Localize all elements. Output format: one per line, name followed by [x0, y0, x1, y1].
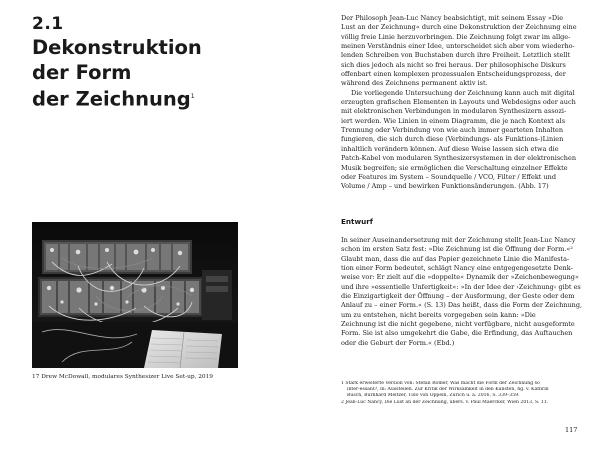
text-line: meinen Verständnis einer Idee, unterscheidet sich aber vom wiederho-: [341, 42, 575, 51]
text-line: Anlauf zu – einer Form.« (S. 13) Das heißt, dass die Form der Zeichnung,: [341, 301, 583, 310]
footnote-line: 1 Stark erweiterte Version von: Stefan Römer, Was macht die Form der Zeichnung so: [341, 381, 540, 386]
text-line: inhaltlich verändern können. Auf diese Weise lassen sich etwa die: [341, 144, 559, 153]
text-line: und ihre »essentielle Unfertigkeit«: »In der Idee der ›Zeichnung‹ gibt es: [341, 282, 581, 291]
chapter-title-line: [32, 85, 272, 112]
body-text: [341, 14, 585, 192]
text-line: Musik begreifen; sie ermöglichen die Verschaltung einzelner Effekte: [341, 163, 568, 172]
text-line: tion einer Form bedeutet, schlägt Nancy eine entgegengesetzte Denk-: [341, 264, 573, 273]
text-line: Trennung oder Verbindung von wie auch immer gearteten Inhalten: [341, 126, 564, 135]
text-line: In seiner Auseinandersetzung mit der Zeichnung stellt Jean-Luc Nancy: [341, 236, 576, 244]
footnote-line: inter-essant?, in: Ausstellen. Zur Kritik der Wirksamkeit in den Künsten, hg. v. Kathrin: [347, 387, 549, 393]
footnote-line: 2 Jean-Luc Nancy, Die Lust an der Zeichnung, übers. v. Paul Maercker, Wien 2013, S. 11.: [341, 399, 549, 405]
text-line: Glaubt man, dass die auf das Papier gezeichnete Linie die Manifesta-: [341, 254, 570, 263]
text-line: Zeichnung ist die nicht gegebene, nicht verfügbare, nicht ausgeformte: [341, 320, 575, 329]
text-line: völlig freie Linie herzuvorbringen. Die Zeichnung folgt zwar im allge-: [341, 32, 571, 41]
chapter-number: 2.1: [32, 14, 64, 34]
text-line: oder Features im System – Soundquelle / VCO, Filter / Effekt und: [341, 172, 556, 181]
text-line: Volume / Amp – und bewirken Funktionsänderungen. (Abb. 17): [341, 182, 549, 191]
text-line: oder die Geburt der Form.« (Ebd.): [341, 338, 455, 347]
text-line: sich dies jedoch als nicht so frei heraus. Der philosophische Diskurs: [341, 60, 566, 69]
chapter-title-line: der Form: [32, 60, 132, 84]
paragraph-3: [341, 236, 585, 348]
text-line: lenden Schreiben von Buchstaben durch ihre Freiheit. Letztlich stellt: [341, 51, 571, 60]
text-line: offenbart einen komplexen prozessualen Entscheidungsprozess, der: [341, 70, 566, 79]
text-line: Patch-Kabel von modularen Synthesizersystemen in der elektronischen: [341, 154, 577, 163]
text-line: Lust an der Zeichnung« durch eine Dekonstruktion der Zeichnung eine: [341, 23, 577, 32]
section-heading: Entwurf: [341, 217, 373, 226]
text-line: schon im ersten Satz fest: »Die Zeichnung ist die Öffnung der Form.«²: [341, 245, 573, 254]
text-line: Die vorliegende Untersuchung der Zeichnung kann auch mit digital: [351, 88, 575, 97]
footnote-line: Busch, Burkhard Meltzer, Tido von Oppeln, Zürich u. a. 2016, S. 339–359.: [347, 393, 520, 399]
text-line: iert werden. Wie Linien in einem Diagramm, die je nach Kontext als: [341, 116, 566, 125]
text-line: mit elektronischen Verbindungen in modularen Synthesizern assozi-: [341, 107, 567, 116]
paragraph-2: [341, 89, 585, 192]
title-footnote-mark: 1: [190, 93, 195, 100]
text-line: während des Zeichnens permanent aktiv ist.: [341, 79, 488, 88]
page-number: 117: [565, 426, 578, 434]
footnotes: [341, 381, 585, 406]
synthesizer-photo: [32, 222, 238, 368]
chapter-title-text: der Zeichnung: [32, 87, 191, 111]
chapter-title-line: Dekonstruktion: [32, 36, 202, 59]
text-line: die Einzigartigkeit der Öffnung – der Ausformung, der Geste oder dem: [341, 292, 575, 301]
text-line: Der Philosoph Jean-Luc Nancy beabsichtigt, mit seinem Essay »Die: [341, 14, 564, 22]
text-line: erzeugten grafischen Elementen in Layouts und Webdesigns oder auch: [341, 98, 576, 107]
text-line: weise vor: Er zielt auf die »doppelte« Dynamik der »Zeichenbewegung«: [341, 273, 579, 282]
text-line: fungieren, die sich durch diese (Verbindungs- als Funktions-)Linien: [341, 135, 564, 144]
photo-caption: 17 Drew McDowall, modulares Synthesizer Live Set-up, 2019: [32, 374, 213, 380]
paragraph-1: [341, 14, 585, 89]
text-line: um zu entstehen, nicht bereits vorgegeben sein kann: »Die: [341, 310, 536, 319]
chapter-title: [32, 36, 272, 112]
text-line: Form. Sie ist also umgekehrt die Gabe, die Erfindung, das Auftauchen: [341, 329, 573, 338]
